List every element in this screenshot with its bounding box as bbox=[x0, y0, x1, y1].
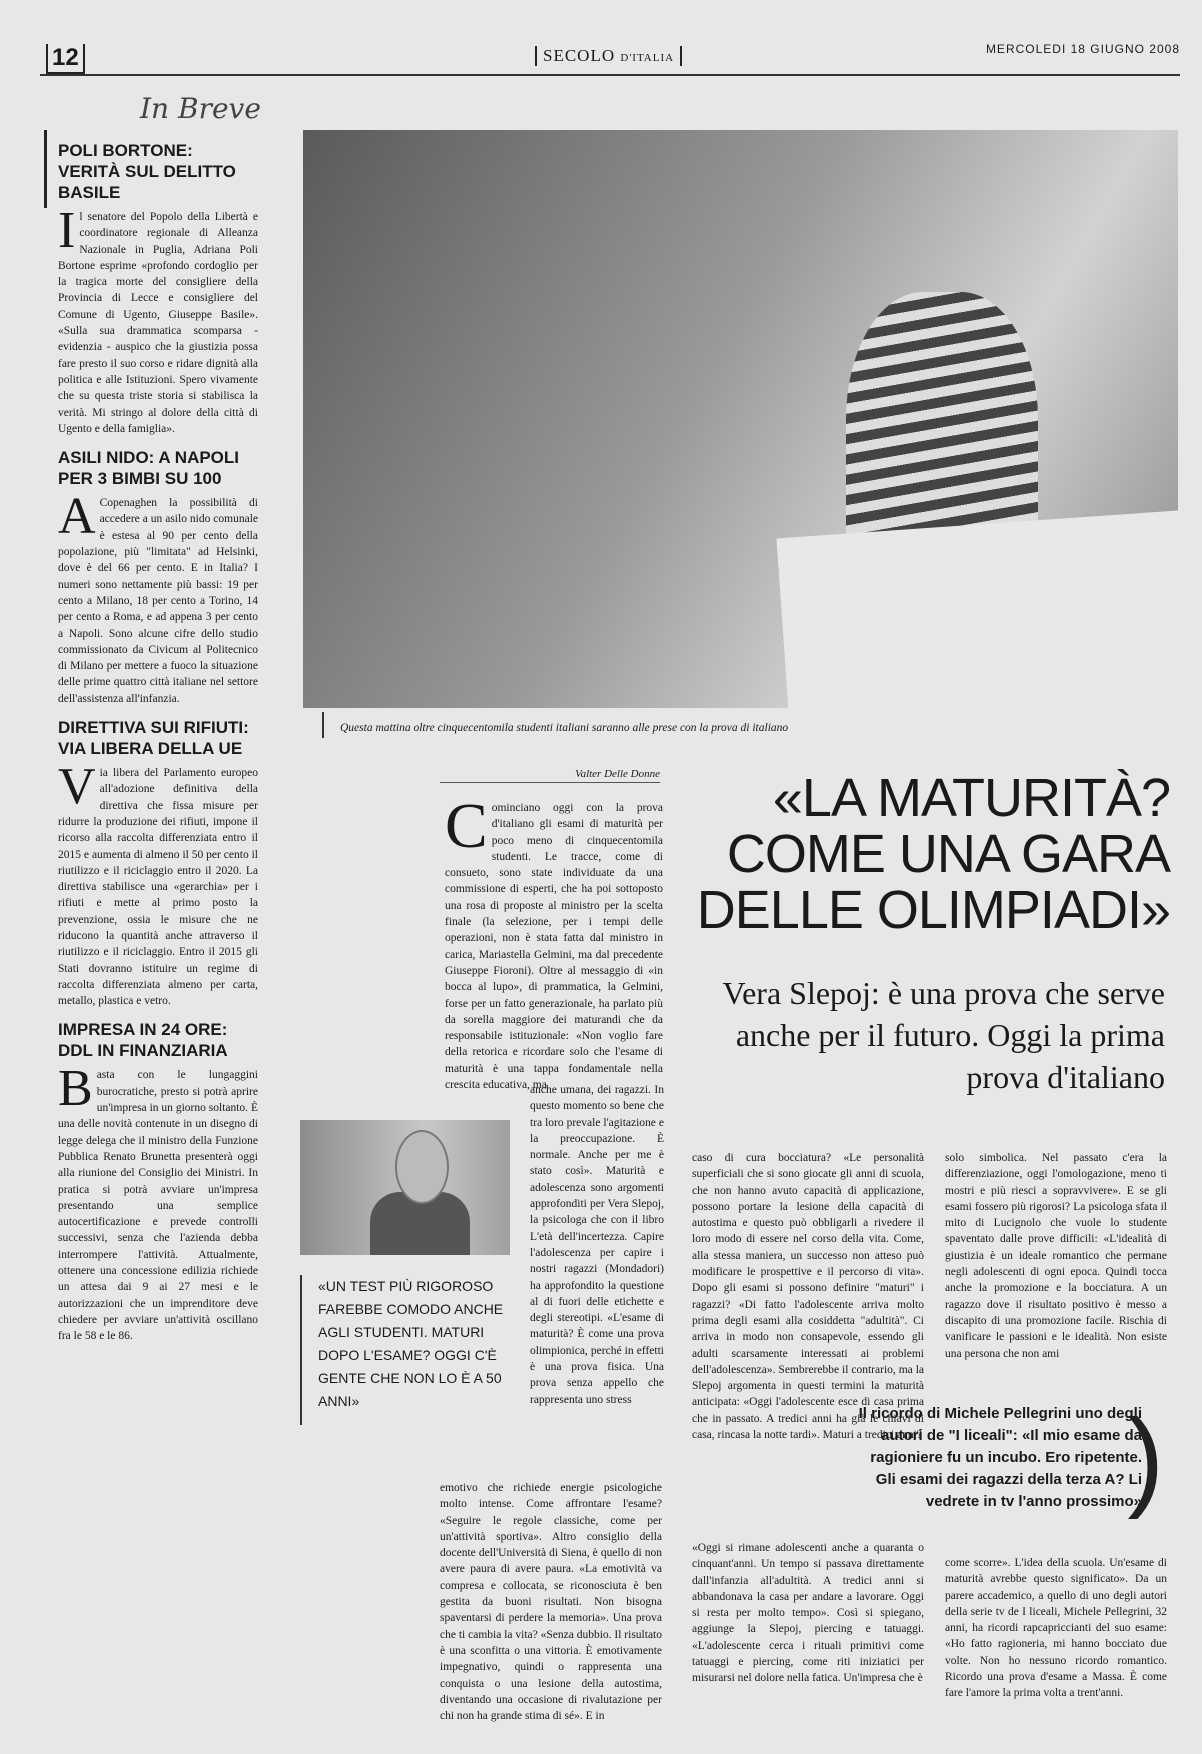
article-body-3b: «Oggi si rimane adolescenti anche a quaranta o cinquant'anni. Un tempo si passava direttamente dall'infanzia all'adultità. A tredici anni si abbandonava la casa per andare a lavorare. Oggi si resta per molto tempo». Così si spiegano, aggiunge la Slepoj, piercing e tatuaggi. «L'adolescente cerca i rituali primitivi come tatuaggi e piercing, come riti iniziatici per misurarsi nel dolore nella fatica. Un'impresa che è bbox=[692, 1542, 924, 1685]
portrait-face bbox=[395, 1130, 449, 1204]
photo-caption: Questa mattina oltre cinquecentomila studenti italiani saranno alle prese con la prova di italiano bbox=[340, 722, 789, 734]
dropcap: V bbox=[58, 758, 96, 816]
article-headline: «LA MATURITÀ? COME UNA GARA DELLE OLIMPIADI» bbox=[696, 768, 1170, 940]
masthead-title: SECOLO bbox=[543, 46, 616, 65]
article-column-2b bbox=[440, 1480, 662, 1724]
dropcap: A bbox=[58, 488, 96, 546]
caption-bar bbox=[322, 712, 324, 738]
pull-quote-2 bbox=[850, 1397, 1164, 1520]
dropcap: B bbox=[58, 1060, 93, 1118]
article-column-3b bbox=[692, 1540, 924, 1687]
article-body-2b: emotivo che richiede energie psicologiche molto intense. Come affrontare l'esame? «Seguire le regole classiche, come per un'attività sportiva». Altro consiglio della docente dell'Università di Siena, è quello di non avere paura di avere paura. «La emotività va compresa e collocata, se riconosciuta è ben gestita da buoni risultati. Non bisogna spaventarsi di perdere la memoria». Una prova che ti cambia la vita? «Senza dubbio. Il risultato è una sconfitta o una vittoria. È emotivamente impegnativo, quindi o rappresenta una conquista o una lesione della autostima, diventando una occasione di rivalutazione per chi non ha grande stima di sé». E in bbox=[440, 1482, 662, 1723]
page-number: 12 bbox=[46, 44, 85, 74]
brief-headline-4: IMPRESA IN 24 ORE: DDL IN FINANZIARIA bbox=[58, 1020, 228, 1061]
pull-quote-2-text: Il ricordo di Michele Pellegrini uno degli autori de "I liceali": «Il mio esame da ragioniere fu un incubo. Ero ripetente. Gli esami dei ragazzi della terza A? Li vedrete in tv l'anno prossimo» bbox=[858, 1405, 1142, 1510]
dropcap: I bbox=[58, 202, 76, 259]
article-column-2 bbox=[530, 1082, 664, 1408]
brief-body-2: Copenaghen la possibilità di accedere a un asilo nido comunale è estesa al 90 per cento della popolazione, più "limitata" ad Helsinki, dove è del 66 per cento. E in Italia? I numeri sono nettamente più bassi: 19 per cento a Milano, 18 per cento a Torino, 14 per cento a Roma, e ad appena 3 per cento a Napoli. Sono alcune cifre dello studio commissionato da Civicum al Politecnico di Milano per mettere a fuoco la situazione delle prime quattro città italiane nel settore dell'assistenza all'infanzia. bbox=[58, 497, 258, 705]
portrait-photo bbox=[300, 1120, 510, 1255]
section-bar bbox=[44, 130, 47, 208]
dropcap: C bbox=[445, 790, 488, 861]
brief-headline-1: POLI BORTONE: VERITÀ SUL DELITTO BASILE bbox=[58, 141, 236, 202]
article-body-3: caso di cura bocciatura? «Le personalità superficiali che si sono giocate gli anni di scuola, che non hanno avuto capacità di applicazione, possono portare la lesione della capacità di autostima e questo può obbligarli a rivedere il loro modo di essere nel corso della vita. Come, alla stessa maniera, un successo non atteso può modificare le prospettive e il percorso di vita». Dopo gli esami si possono definire "maturi" i ragazzi? «Di fatto l'adolescente arriva molto prima degli esami alla cosiddetta "adultità". Ci arriva in modo non consapevole, essendo gli adulti scarsamente interessati ai problemi dell'adolescenza». Sembrerebbe il contrario, ma la Slepoj argomenta in questi termini la maturità anticipata: «Oggi l'adolescente esce di casa prima che in passato. A tredici anni ha già le chiavi di casa, rincasa la notte tardi». Maturi a tredici anni? bbox=[692, 1152, 924, 1442]
issue-date: MERCOLEDI 18 GIUGNO 2008 bbox=[985, 42, 1180, 56]
desk-shape bbox=[777, 508, 1178, 708]
quote-bar bbox=[300, 1275, 302, 1425]
masthead-subtitle: D'ITALIA bbox=[620, 52, 675, 64]
article-column-4b bbox=[945, 1555, 1167, 1702]
article-column-4 bbox=[945, 1150, 1167, 1362]
brief-text-3 bbox=[58, 758, 258, 1009]
article-column-3 bbox=[692, 1150, 924, 1443]
article-text-1 bbox=[445, 790, 663, 1093]
brief-headline-3: DIRETTIVA SUI RIFIUTI: VIA LIBERA DELLA UE bbox=[58, 718, 249, 759]
brief-column bbox=[58, 130, 258, 1345]
brief-headline-2: ASILI NIDO: A NAPOLI PER 3 BIMBI SU 100 bbox=[58, 448, 240, 489]
brief-section-title: In Breve bbox=[140, 92, 261, 125]
masthead bbox=[535, 46, 682, 66]
pull-quote-1 bbox=[318, 1275, 518, 1413]
article-body-4: solo simbolica. Nel passato c'era la differenziazione, oggi l'omologazione, meno ti mostri e più riesci a sopravvivere». E se gli esami fossero più rigorosi? La psicologa sfata il mito di Lucignolo che vuole lo studente spaventato dalle prove difficili: «L'idealità di giustizia è un ideale romantico che permane negli adolescenti di ogni epoca. Quindi tocca anche la promozione e la bocciatura. A un ragazzo dove il risultato positivo è messo a discapito di una promozione facile. Rischia di vanificare le passioni e le idealità. Non esiste una persona che non ami bbox=[945, 1152, 1167, 1360]
brief-text-2 bbox=[58, 488, 258, 707]
brief-body-4: asta con le lungaggini burocratiche, presto si potrà aprire un'impresa in un giorno soltanto. È una delle novità contenute in un disegno di legge delega che il ministro della Funzione Pubblica Renato Brunetta presenterà oggi alla riunione del Consiglio dei Ministri. In pratica si potrà avviare un'impresa presentando una semplice autocertificazione e prevede controlli successivi, senza che l'azienda debba interrompere l'attività. Attualmente, ottenere una concessione edilizia richiede un attesa dai 9 ai 27 mesi e le autorizzazioni che un imprenditore deve chiedere per avviare un'attività oscillano fra le 58 e le 86. bbox=[58, 1069, 258, 1343]
brief-body-1: l senatore del Popolo della Libertà e coordinatore regionale di Alleanza Nazionale in Puglia, Adriana Poli Bortone esprime «profondo cordoglio per la tragica morte del consigliere della Provincia di Lecce e consigliere del Comune di Ugento, Giuseppe Basile». «Sulla sua drammatica scomparsa - evidenzia - auspico che la giustizia possa fare presto il suo corso e ridare dignità alla politica e alle Istituzioni. Spero vivamente che su questa triste storia si stabilisca la verità. Mi stringo al dolore della città di Ugento e della famiglia». bbox=[58, 211, 258, 435]
article-body-1: ominciano oggi con la prova d'italiano gli esami di maturità per poco meno di cinquecentomila studenti. Le tracce, come di consueto, sono state individuate da una commissione di esperti, che ha poi sottoposto una rosa di proposte al ministro per la scelta finale (la selezione, per i tempi delle operazioni, non è stata fatta dal ministro in carica, Mariastella Gelmini, ma dal precedente Giuseppe Fioroni). Oltre al messaggio di «in bocca al lupo», di prammatica, la Gelmini, forse per un fatto generazionale, ha parlato più da sorella maggiore dei maturandi che da responsabile istituzionale: «Non voglio fare della retorica e ricordare solo che l'esame di maturità è una tappa fondamentale nella crescita educativa, ma bbox=[445, 802, 663, 1092]
paren-decoration: ) bbox=[1127, 1397, 1164, 1520]
main-photo bbox=[303, 130, 1178, 708]
article-body-4b: come scorre». L'idea della scuola. Un'esame di maturità avrebbe questo significato». Da un parere accademico, a quello di uno degli autori della serie tv de I liceali, Michele Pellegrini, 32 anni, ha ricordi rapcapriccianti del suo esame: «Ho fatto ragioneria, mi hanno bocciato due volte. Non ho nessuno ricordo romantico. Ricordo una prova d'esame a Massa. È come fare l'amore la prima volta a trent'anni. bbox=[945, 1557, 1167, 1700]
brief-text-1 bbox=[58, 202, 258, 437]
pull-quote-1-text: «UN TEST PIÙ RIGOROSO FAREBBE COMODO ANCHE AGLI STUDENTI. MATURI DOPO L'ESAME? OGGI C'È GENTE CHE NON LO È A 50 ANNI» bbox=[318, 1278, 504, 1409]
byline: Valter Delle Donne bbox=[440, 768, 660, 783]
article-body-2: anche umana, dei ragazzi. In questo momento so bene che tra loro prevale l'agitazione e la preoccupazione. È normale. Anche per me è stato così». Maturità e adolescenza sono argomenti approfonditi per Vera Slepoj, la psicologa che con il libro L'età dell'incertezza. Capire l'adolescenza per capire i nostri ragazzi (Mondadori) ha approfondito la questione al di fuori delle etichette e degli stereotipi. «L'esame di maturità? È come una prova olimpionica, perché in effetti è una prova fisica. Una prova senza appello che rappresenta uno stress bbox=[530, 1084, 664, 1406]
page-header bbox=[40, 40, 1180, 76]
brief-text-4 bbox=[58, 1060, 258, 1344]
article-column-1 bbox=[445, 790, 663, 1093]
brief-body-3: ia libera del Parlamento europeo all'adozione definitiva della direttiva che fissa misure per ridurre la produzione dei rifiuti, impone il ricorso alla raccolta differenziata entro il 2015 e aumenta di almeno il 50 per cento il riutilizzo e il riciclaggio entro il 2020. La direttiva stabilisce una «gerarchia» per i rifiuti e mette al primo posto la prevenzione, ossia le misure che ne riducono la quantità anche attraverso il riutilizzo e il riciclaggio. Entro il 2015 gli Stati dovranno istituire un regime di raccolta differenziata almeno per carta, metallo, plastica e vetro. bbox=[58, 767, 258, 1008]
article-subhead: Vera Slepoj: è una prova che serve anche per il futuro. Oggi la prima prova d'italiano bbox=[722, 975, 1165, 1095]
